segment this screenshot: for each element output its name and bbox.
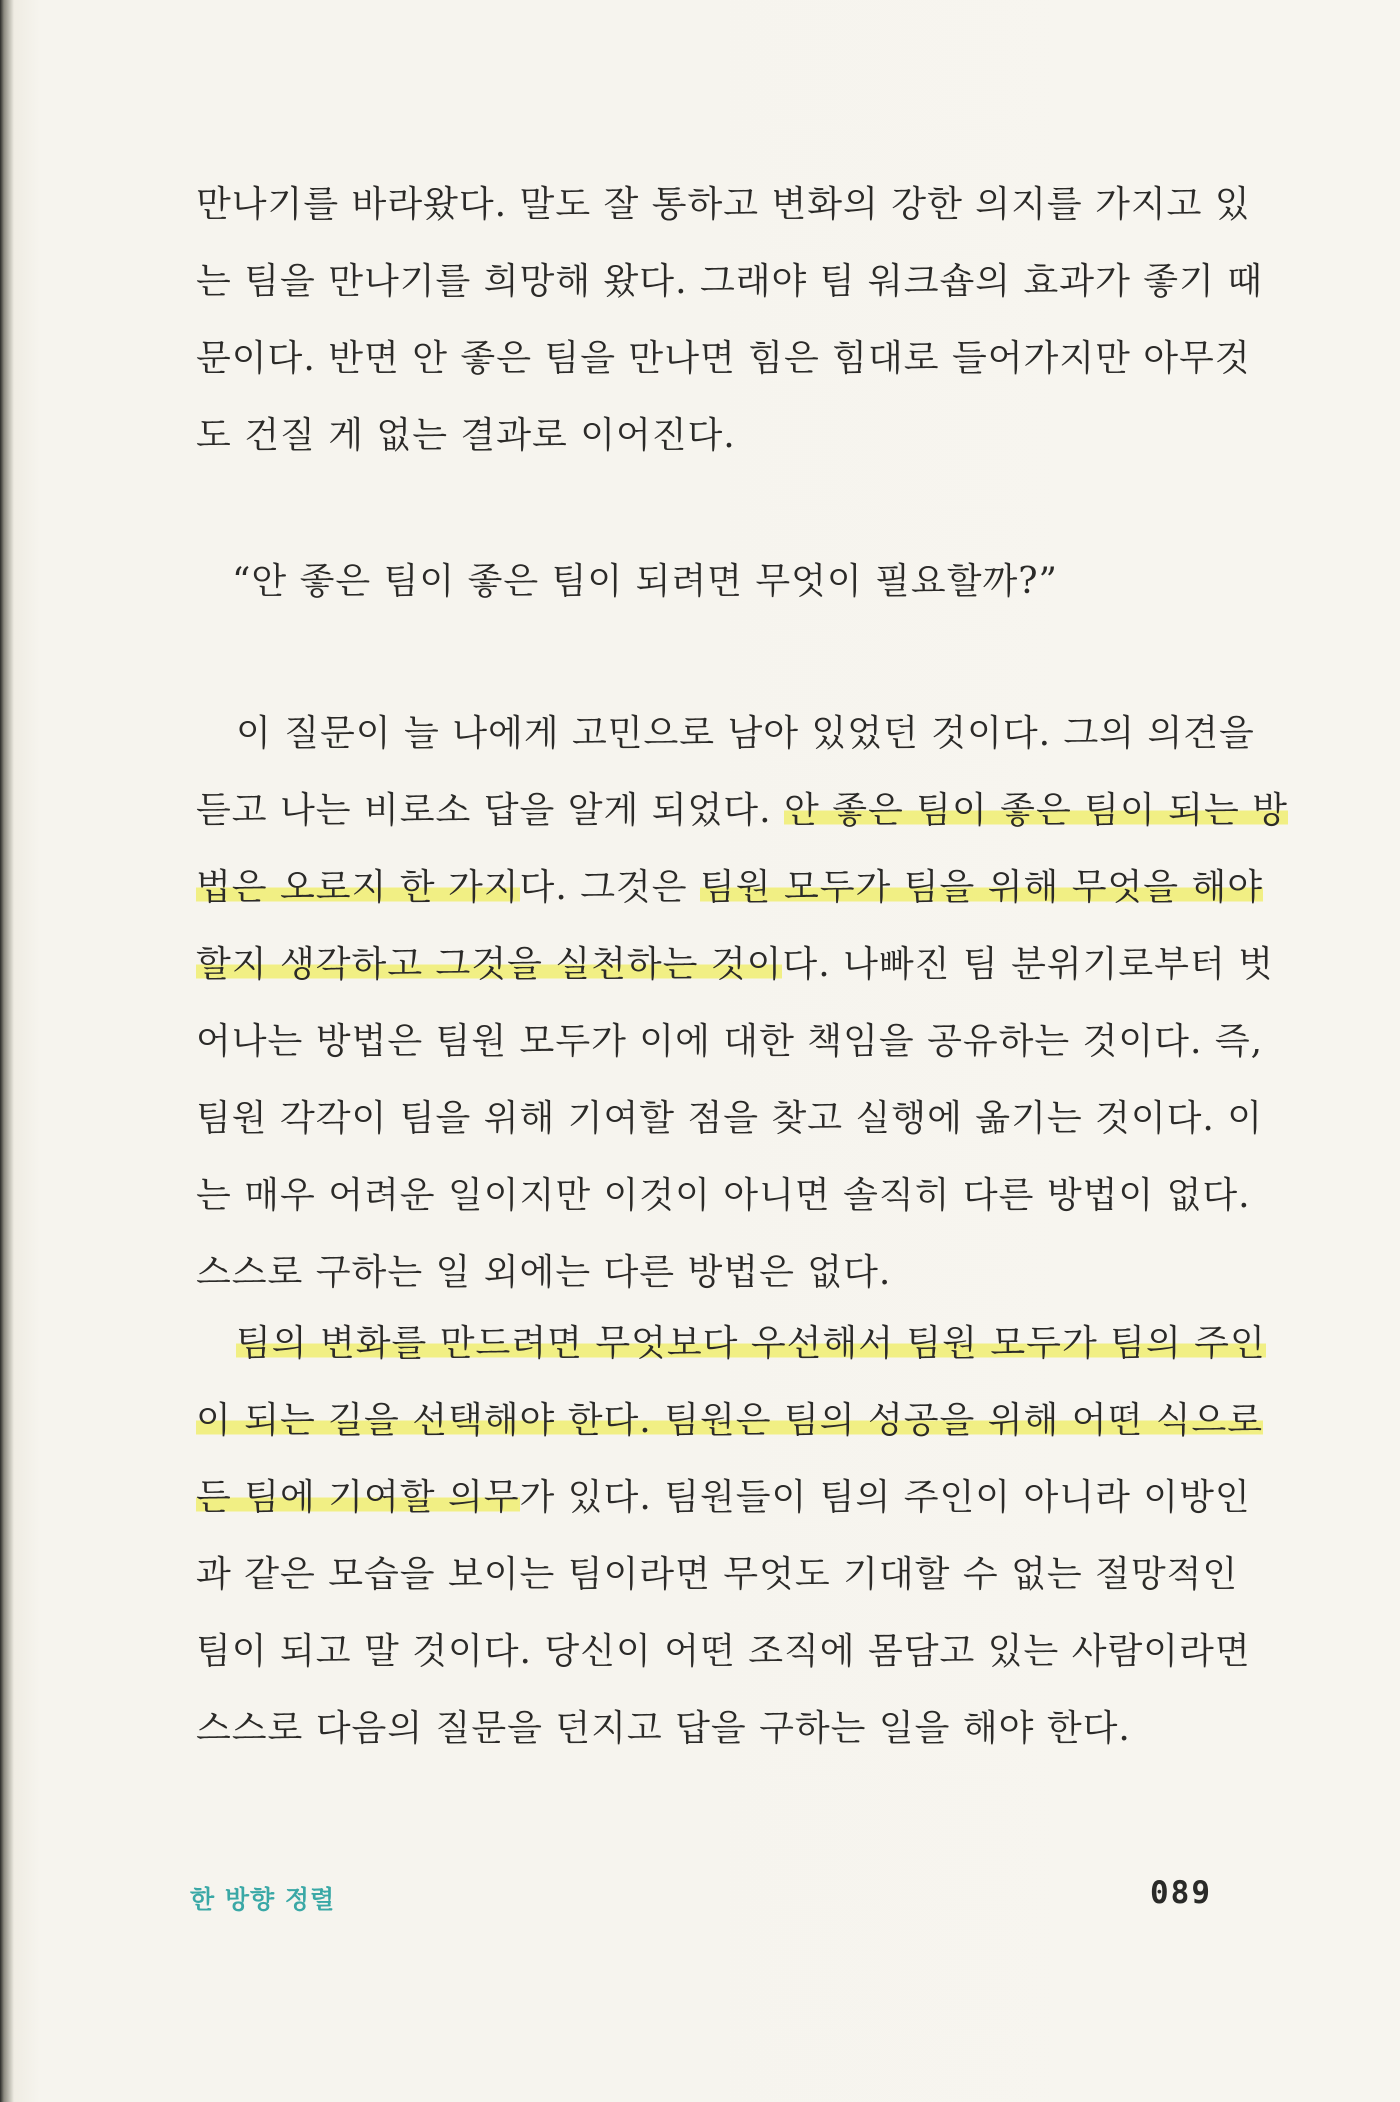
text-line	[196, 1305, 1266, 1382]
quote-text: “안 좋은 팀이 좋은 팀이 되려면 무엇이 필요할까?”	[232, 561, 1058, 602]
text-line: 는 매우 어려운 일이지만 이것이 아니면 솔직히 다른 방법이 없다.	[196, 1175, 1251, 1216]
text-line: 도 건질 게 없는 결과로 이어진다.	[196, 415, 736, 456]
text-line	[196, 1382, 1264, 1459]
text-segment: 듣고 나는 비로소 답을 알게 되었다.	[196, 790, 784, 831]
highlighted-text: 팀원 모두가 팀을 위해 무엇을 해야	[699, 867, 1264, 908]
paragraph-1	[196, 166, 1264, 474]
highlighted-text: 든 팀에 기여할 의무	[196, 1477, 520, 1518]
text-line: 스스로 다음의 질문을 던지고 답을 구하는 일을 해야 한다.	[196, 1708, 1131, 1749]
page-number: 089	[1150, 1875, 1212, 1911]
text-segment: 가 있다. 팀원들이 팀의 주인이 아니라 이방인	[519, 1477, 1251, 1518]
book-title-footer: 한 방향 정렬	[190, 1885, 336, 1914]
paragraph-2	[196, 695, 1288, 1311]
highlighted-text: 이 되는 길을 선택해야 한다.	[196, 1400, 665, 1441]
text-line: 만나기를 바라왔다. 말도 잘 통하고 변화의 강한 의지를 가지고 있	[196, 184, 1251, 225]
text-line: 는 팀을 만나기를 희망해 왔다. 그래야 팀 워크숍의 효과가 좋기 때	[196, 261, 1264, 302]
highlighted-text: 안 좋은 팀이 좋은 팀이 되는 방	[783, 790, 1288, 831]
paragraph-3	[196, 1305, 1266, 1767]
quote-question	[232, 543, 1256, 620]
text-line: 팀원 각각이 팀을 위해 기여할 점을 찾고 실행에 옮기는 것이다. 이	[196, 1098, 1264, 1139]
text-line: 스스로 구하는 일 외에는 다른 방법은 없다.	[196, 1252, 892, 1293]
text-line	[196, 926, 1274, 1003]
text-line: 문이다. 반면 안 좋은 팀을 만나면 힘은 힘대로 들어가지만 아무것	[196, 338, 1251, 379]
highlighted-text: 팀의 변화를 만드려면 무엇보다 우선해서 팀원 모두가 팀의 주인	[236, 1323, 1266, 1364]
highlighted-text: 할지 생각하고 그것을 실천하는 것이	[196, 944, 783, 985]
text-line: 팀이 되고 말 것이다. 당신이 어떤 조직에 몸담고 있는 사람이라면	[196, 1631, 1251, 1672]
text-line	[196, 849, 1264, 926]
text-line	[196, 772, 1288, 849]
text-segment: 다. 그것은	[519, 867, 700, 908]
text-segment: 다. 나빠진 팀 분위기로부터 벗	[782, 944, 1274, 985]
text-line: 과 같은 모습을 보이는 팀이라면 무엇도 기대할 수 없는 절망적인	[196, 1554, 1239, 1595]
text-line	[196, 1459, 1251, 1536]
text-line: 어나는 방법은 팀원 모두가 이에 대한 책임을 공유하는 것이다. 즉,	[196, 1021, 1264, 1062]
text-line: 이 질문이 늘 나에게 고민으로 남아 있었던 것이다. 그의 의견을	[236, 713, 1255, 754]
highlighted-text: 법은 오로지 한 가지	[196, 867, 520, 908]
highlighted-text: 팀원은 팀의 성공을 위해 어떤 식으로	[664, 1400, 1264, 1441]
